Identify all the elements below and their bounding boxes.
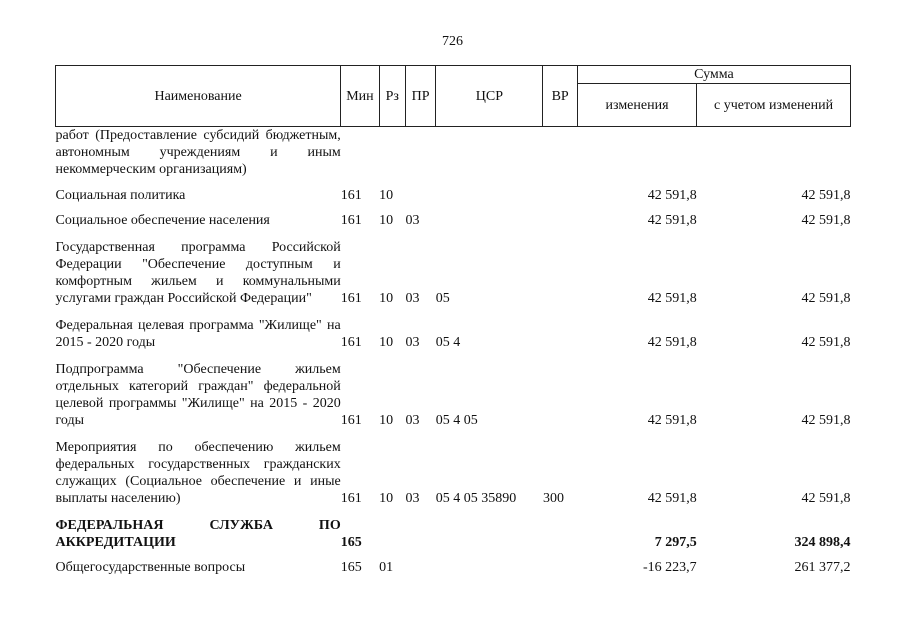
- row-vr: [543, 351, 577, 429]
- row-csr: 05: [435, 291, 450, 306]
- row-vr: [543, 551, 577, 576]
- row-rz: 10: [379, 413, 394, 428]
- row-rz: 10: [379, 491, 394, 506]
- table-row: [56, 307, 851, 351]
- row-pr: [405, 179, 435, 204]
- row-name: ФЕДЕРАЛЬНАЯ СЛУЖБА ПО АККРЕДИТАЦИИ: [55, 518, 341, 550]
- row-csr: 05 4: [435, 335, 461, 350]
- header-csr: ЦСР: [436, 66, 543, 127]
- row-changes: 42 591,8: [647, 188, 697, 203]
- row-total: 42 591,8: [801, 213, 851, 228]
- row-total: 42 591,8: [801, 413, 851, 428]
- row-vr: [543, 179, 577, 204]
- table-row: [56, 507, 851, 551]
- row-changes: -16 223,7: [643, 560, 697, 575]
- row-rz: [379, 127, 405, 180]
- row-csr: [436, 127, 543, 180]
- row-pr: 03: [405, 413, 420, 428]
- row-min: 161: [340, 335, 362, 350]
- row-total: 261 377,2: [794, 560, 851, 575]
- header-name: Наименование: [56, 66, 341, 127]
- row-changes: 42 591,8: [647, 413, 697, 428]
- row-changes: 42 591,8: [647, 491, 697, 506]
- row-name: Социальное обеспечение населения: [55, 213, 270, 228]
- row-rz: [379, 507, 405, 551]
- row-vr: [543, 127, 577, 180]
- row-min: 161: [340, 291, 362, 306]
- row-pr: 03: [405, 335, 420, 350]
- row-name: Подпрограмма "Обеспечение жильем отдельных категорий граждан" федеральной целевой программы "Жилище" на 2015 - 2020 годы: [55, 362, 341, 428]
- row-vr: [543, 204, 577, 229]
- row-total: 42 591,8: [801, 188, 851, 203]
- row-name: Общегосударственные вопросы: [55, 560, 246, 575]
- row-rz: 01: [379, 560, 394, 575]
- row-min: [341, 127, 379, 180]
- row-total: 42 591,8: [801, 491, 851, 506]
- row-csr: [436, 507, 543, 551]
- row-changes: 7 297,5: [654, 535, 697, 550]
- row-pr: 03: [405, 491, 420, 506]
- header-with-changes: с учетом изменений: [697, 84, 851, 127]
- header-changes: изменения: [577, 84, 696, 127]
- row-pr: [405, 551, 435, 576]
- row-changes: 42 591,8: [647, 213, 697, 228]
- row-rz: 10: [379, 335, 394, 350]
- table-row: [56, 351, 851, 429]
- row-min: 161: [340, 413, 362, 428]
- row-vr: [543, 507, 577, 551]
- row-vr: 300: [542, 491, 564, 506]
- row-name: работ (Предоставление субсидий бюджетным, автономным учреждениям и иным некоммерческим организациям): [55, 128, 341, 177]
- row-csr: 05 4 05 35890: [435, 491, 517, 506]
- header-vr: ВР: [543, 66, 577, 127]
- row-total: 42 591,8: [801, 335, 851, 350]
- row-changes: [577, 127, 696, 180]
- row-total: 42 591,8: [801, 291, 851, 306]
- table-row: [56, 229, 851, 307]
- row-name: Социальная политика: [55, 188, 186, 203]
- page-number: 726: [442, 34, 463, 49]
- row-name: Федеральная целевая программа "Жилище" на 2015 - 2020 годы: [55, 318, 341, 350]
- row-vr: [543, 307, 577, 351]
- row-changes: 42 591,8: [647, 335, 697, 350]
- row-changes: 42 591,8: [647, 291, 697, 306]
- row-min: 165: [340, 535, 362, 550]
- header-pr: ПР: [405, 66, 435, 127]
- table-row: [56, 179, 851, 204]
- row-csr: 05 4 05: [435, 413, 478, 428]
- table-row: [56, 204, 851, 229]
- table-header: [56, 66, 851, 127]
- row-name: Мероприятия по обеспечению жильем федеральных государственных гражданских служащих (Социальное обеспечение и иные выплаты населению): [55, 440, 341, 506]
- header-rz: Рз: [379, 66, 405, 127]
- table-row: [56, 429, 851, 507]
- row-vr: [543, 229, 577, 307]
- table-row: [56, 551, 851, 576]
- row-min: 161: [340, 188, 362, 203]
- row-total: 324 898,4: [794, 535, 851, 550]
- row-rz: 10: [379, 188, 394, 203]
- row-pr: 03: [405, 291, 420, 306]
- header-min: Мин: [341, 66, 379, 127]
- row-rz: 10: [379, 213, 394, 228]
- row-min: 161: [340, 491, 362, 506]
- row-rz: 10: [379, 291, 394, 306]
- header-sum: Сумма: [577, 66, 850, 84]
- row-min: 165: [340, 560, 362, 575]
- row-csr: [436, 179, 543, 204]
- row-csr: [436, 204, 543, 229]
- table-row: [56, 127, 851, 180]
- row-name: Государственная программа Российской Федерации "Обеспечение доступным и комфортным жильем и коммунальными услугами граждан Российской Федерации": [55, 240, 341, 306]
- row-pr: 03: [405, 213, 420, 228]
- row-pr: [405, 127, 435, 180]
- row-csr: [436, 551, 543, 576]
- row-total: [697, 127, 851, 180]
- row-pr: [405, 507, 435, 551]
- row-min: 161: [340, 213, 362, 228]
- budget-table: [55, 65, 851, 576]
